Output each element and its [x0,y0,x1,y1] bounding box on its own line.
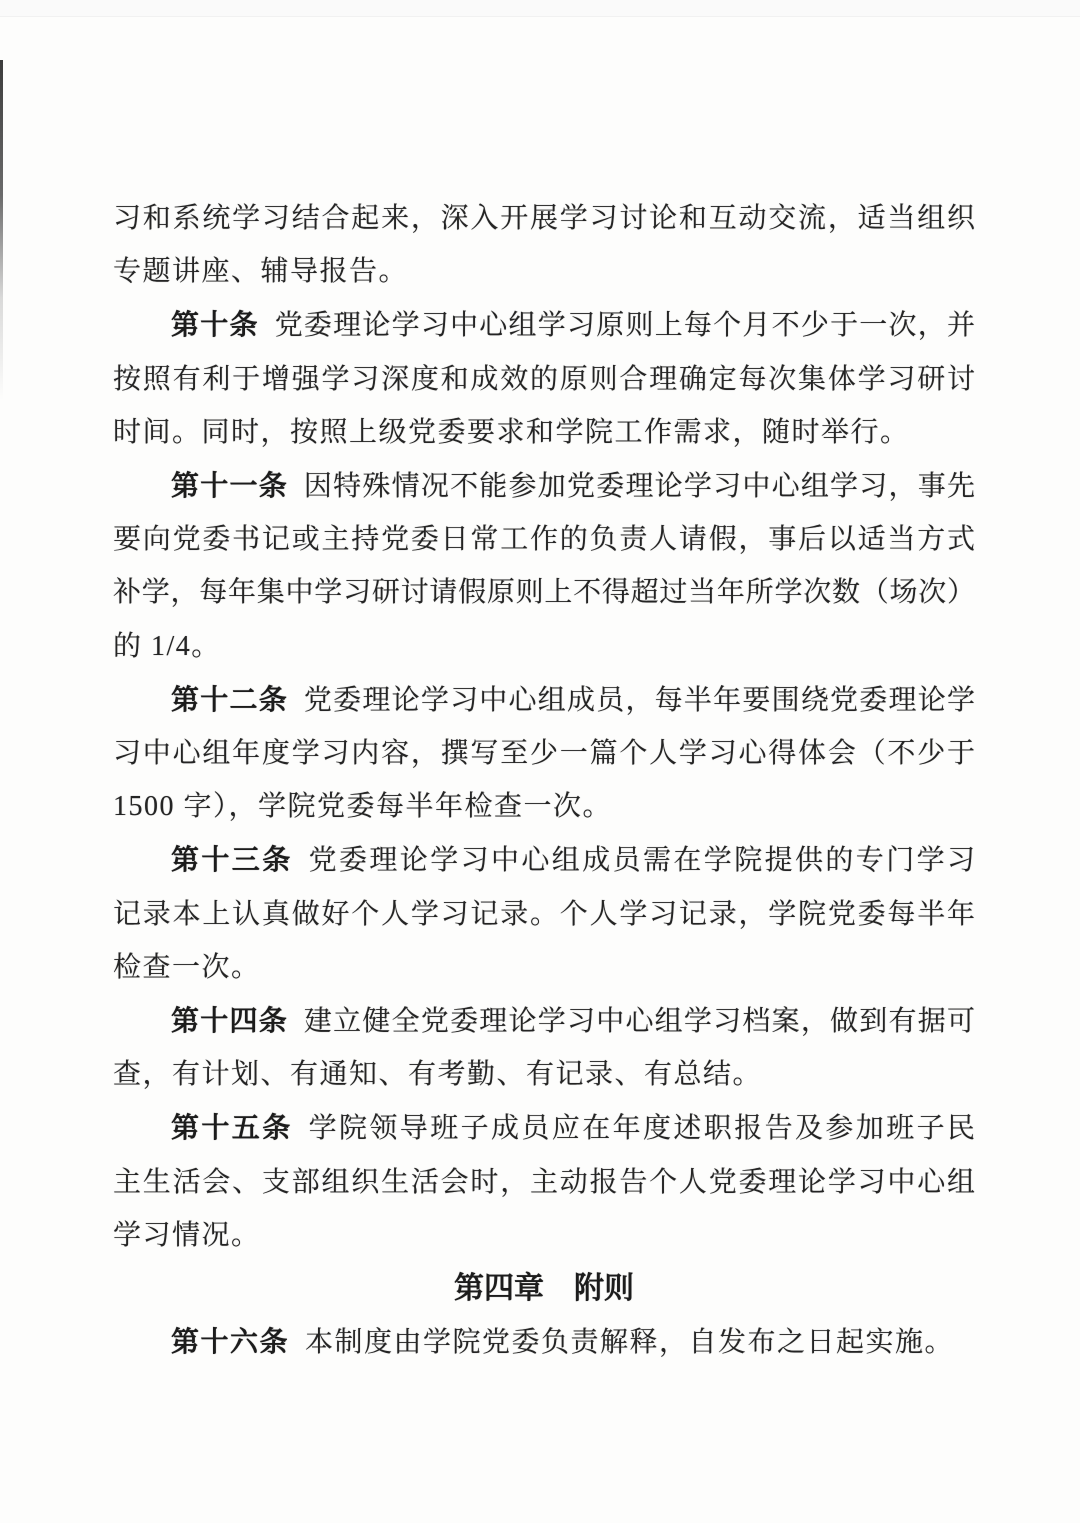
line-text: 本制度由学院党委负责解释，自发布之日起实施。 [305,1327,955,1359]
text-line [113,833,975,887]
article-number: 第十四条 [171,1005,288,1037]
line-text: 的 1/4。 [113,630,221,662]
text-line [113,513,975,566]
text-line [113,994,975,1048]
article-number: 第十条 [171,309,259,341]
line-text: 查，有计划、有通知、有考勤、有记录、有总结。 [113,1059,763,1091]
line-text: 1500 字），学院党委每半年检查一次。 [113,791,613,823]
line-text: 要向党委书记或主持党委日常工作的负责人请假，事后以适当方式 [113,524,975,556]
line-text: 附则 [574,1272,634,1306]
line-text: 习和系统学习结合起来，深入开展学习讨论和互动交流，适当组织 [113,203,975,234]
line-text: 补学，每年集中学习研讨请假原则上不得超过当年所学次数（场次） [113,577,975,609]
text-line [113,620,975,673]
line-text: 习中心组年度学习内容，撰写至少一篇个人学习心得体会（不少于 [113,738,975,770]
text-line [113,406,975,459]
chapter-number: 第四章 [454,1272,544,1306]
article-number: 第十五条 [171,1112,293,1144]
article-number: 第十一条 [171,470,288,502]
line-text: 时间。同时，按照上级党委要求和学院工作需求，随时举行。 [113,416,910,448]
scan-top-edge-artifact [0,0,1080,17]
text-line [113,298,975,352]
article-number: 第十三条 [171,844,293,876]
text-line [113,1209,975,1262]
text-line [113,1315,975,1369]
text-line [113,1048,975,1101]
chapter-heading [113,1262,975,1315]
text-line [113,727,975,780]
text-line [113,353,975,406]
text-line [113,1101,975,1155]
line-text: 按照有利于增强学习深度和成效的原则合理确定每次集体学习研讨 [113,363,975,395]
text-line [113,245,975,298]
line-text: 记录本上认真做好个人学习记录。个人学习记录，学院党委每半年 [113,898,975,930]
article-number: 第十二条 [171,683,288,715]
line-text: 党委理论学习中心组成员需在学院提供的专门学习 [308,845,975,877]
line-text: 主生活会、支部组织生活会时，主动报告个人党委理论学习中心组 [113,1166,975,1198]
text-line [113,566,975,619]
text-line [113,888,975,941]
line-text: 党委理论学习中心组成员，每半年要围绕党委理论学 [303,684,975,716]
text-line [113,673,975,727]
line-text: 检查一次。 [113,951,261,983]
line-text: 建立健全党委理论学习中心组学习档案，做到有据可 [303,1006,975,1038]
text-line [113,780,975,833]
text-line [113,459,975,513]
text-line [113,1156,975,1209]
line-text: 学院领导班子成员应在年度述职报告及参加班子民 [308,1113,975,1145]
line-text: 因特殊情况不能参加党委理论学习中心组学习，事先 [303,471,975,503]
article-number: 第十六条 [171,1326,290,1358]
text-line [113,192,975,245]
document-page [113,192,975,1369]
document-lines [113,192,975,1369]
line-text: 专题讲座、辅导报告。 [113,256,409,288]
text-line [113,941,975,994]
line-text: 党委理论学习中心组学习原则上每个月不少于一次，并 [274,310,975,342]
scan-left-edge-artifact [0,60,3,400]
line-text: 学习情况。 [113,1219,261,1251]
